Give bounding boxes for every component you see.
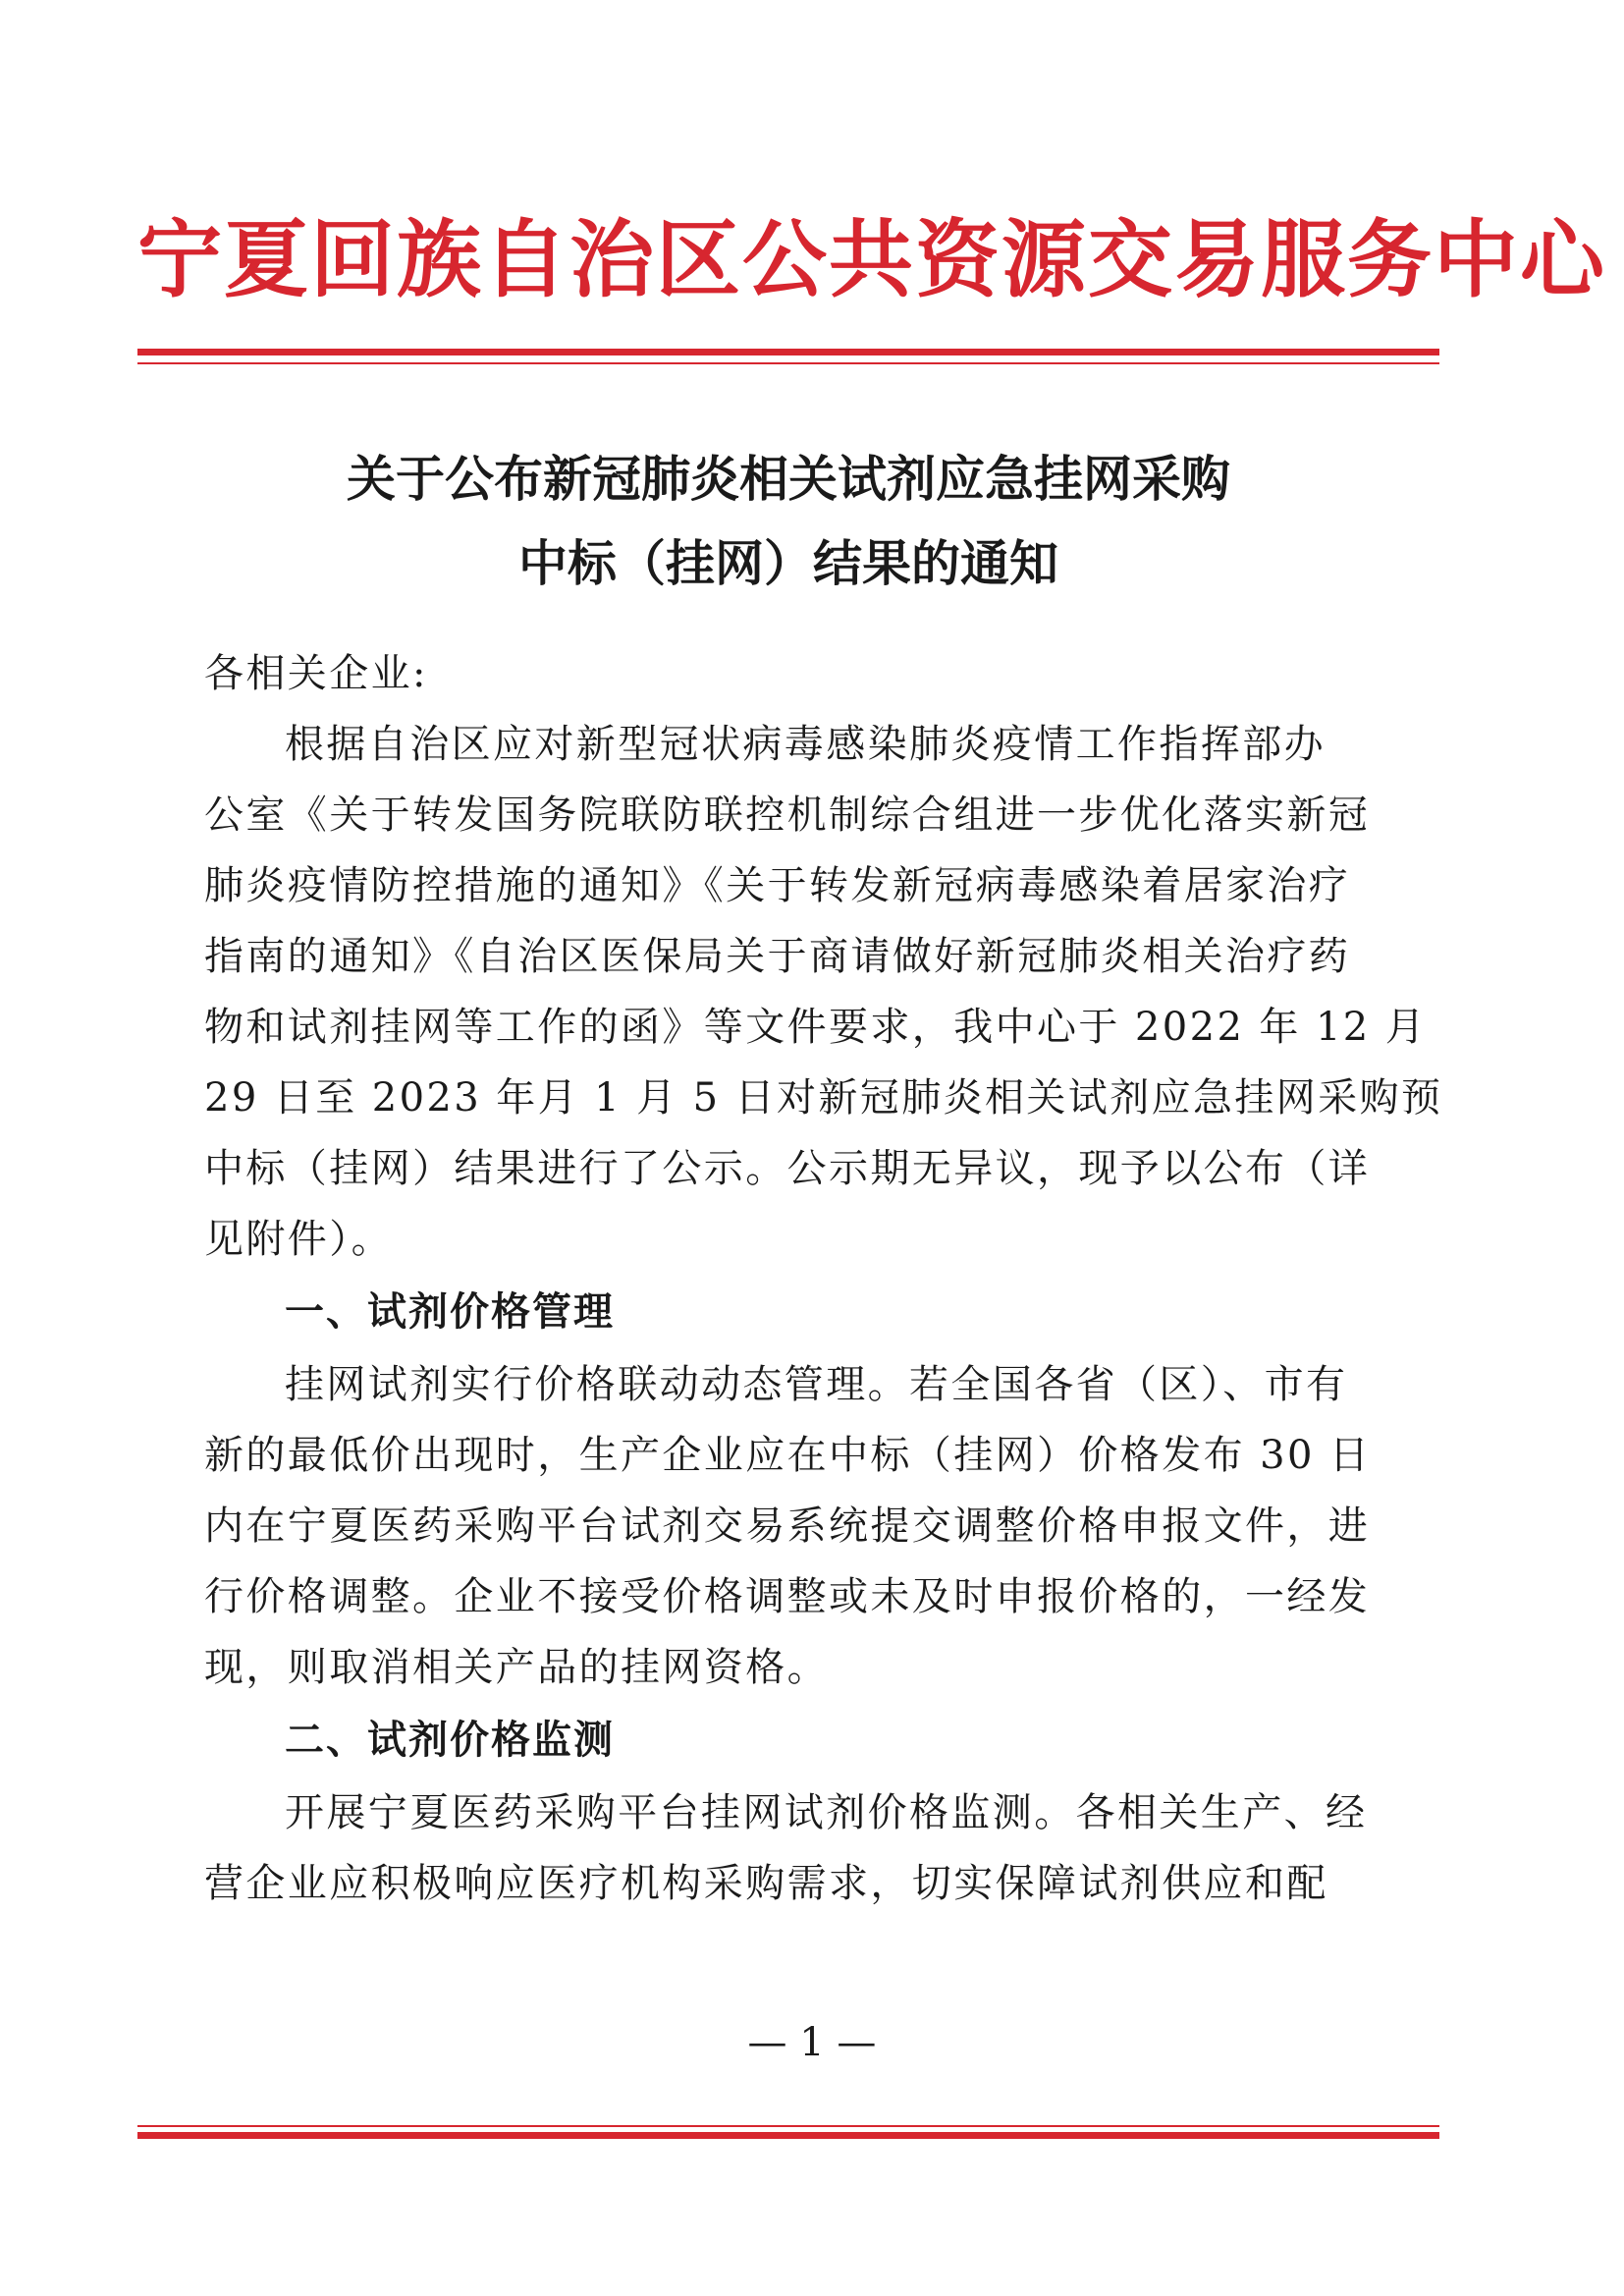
paragraph-line: 中标（挂网）结果进行了公示。公示期无异议，现予以公布（详 [204,1146,1371,1191]
document-title-line-1: 关于公布新冠肺炎相关试剂应急挂网采购 [347,450,1230,508]
page-number: — 1 — [747,2020,877,2065]
paragraph-line: 营企业应积极响应医疗机构采购需求，切实保障试剂供应和配 [204,1861,1328,1906]
paragraph-line: 肺炎疫情防控措施的通知》《关于转发新冠病毒感染着居家治疗 [204,863,1351,908]
footer-red-rule-thick [137,2132,1439,2139]
paragraph-line: 新的最低价出现时，生产企业应在中标（挂网）价格发布 30 日 [204,1433,1372,1478]
section-heading-price-management: 一、试剂价格管理 [285,1289,615,1335]
paragraph-line: 现，则取消相关产品的挂网资格。 [204,1645,829,1690]
paragraph-line: 行价格调整。企业不接受价格调整或未及时申报价格的，一经发 [204,1574,1371,1619]
paragraph-line: 内在宁夏医药采购平台试剂交易系统提交调整价格申报文件，进 [204,1503,1371,1549]
paragraph-line: 公室《关于转发国务院联防联控机制综合组进一步优化落实新冠 [204,793,1371,838]
document-title-line-2: 中标（挂网）结果的通知 [518,534,1058,592]
paragraph-line: 29 日至 2023 年月 1 月 5 日对新冠肺炎相关试剂应急挂网采购预 [204,1075,1443,1121]
issuing-organization-header: 宁夏回族自治区公共资源交易服务中心 [137,210,1606,309]
paragraph-line: 开展宁夏医药采购平台挂网试剂价格监测。各相关生产、经 [285,1790,1368,1835]
salutation: 各相关企业: [204,651,428,696]
paragraph-line: 物和试剂挂网等工作的函》等文件要求，我中心于 2022 年 12 月 [204,1005,1428,1050]
paragraph-line: 根据自治区应对新型冠状病毒感染肺炎疫情工作指挥部办 [285,722,1326,767]
header-red-rule-thick [137,349,1439,355]
paragraph-line: 指南的通知》《自治区医保局关于商请做好新冠肺炎相关治疗药 [204,934,1351,979]
paragraph-line: 见附件）。 [204,1217,393,1262]
paragraph-line: 挂网试剂实行价格联动动态管理。若全国各省（区）、市有 [285,1362,1348,1407]
header-red-rule-thin [137,362,1439,364]
footer-red-rule-thin [137,2125,1439,2127]
section-heading-price-monitoring: 二、试剂价格监测 [285,1718,615,1763]
